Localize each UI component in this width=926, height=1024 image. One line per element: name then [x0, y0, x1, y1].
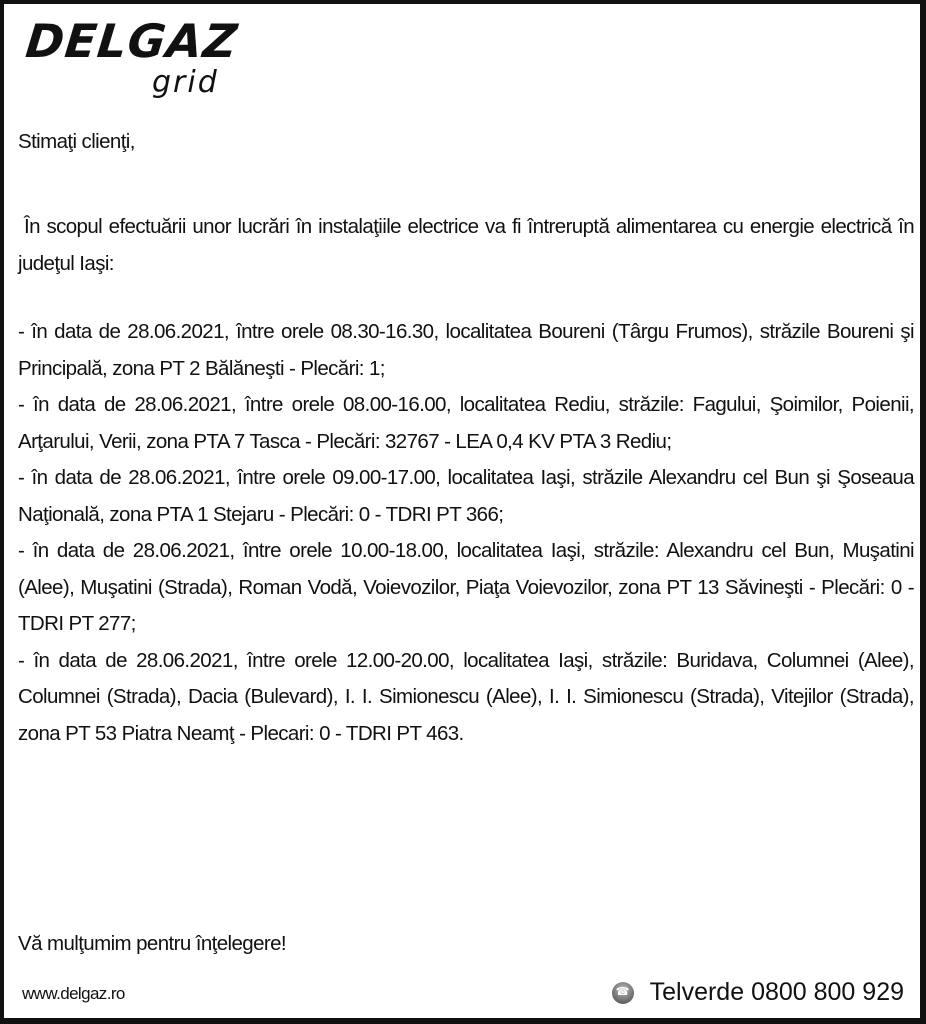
thanks-message: Vă mulţumim pentru înţelegere!: [18, 932, 286, 955]
outage-list: [18, 314, 914, 752]
intro-paragraph: În scopul efectuării unor lucrări în instalaţiile electrice va fi întreruptă alimentarea cu energie electrică în judeţul Iaşi:: [18, 215, 914, 275]
delgaz-grid-logo: [23, 14, 246, 108]
phone-number: Telverde 0800 800 929: [649, 978, 904, 1006]
greeting: Stimaţi clienţi,: [18, 130, 135, 153]
outage-item: - în data de 28.06.2021, între orele 09.00-17.00, localitatea Iaşi, străzile Alexandru cel Bun şi Şoseaua Naţională, zona PTA 1 Stejaru - Plecări: 0 - TDRI PT 366;: [18, 466, 914, 526]
logo-wordmark: DELGAZ: [23, 14, 241, 68]
outage-item: - în data de 28.06.2021, între orele 12.00-20.00, localitatea Iaşi, străzile: Buridava, Columnei (Alee), Columnei (Strada), Dacia (Bulevard), I. I. Simionescu (Alee), I. I. Simionescu (Strada), Vitejilor (Strada), zona PT 53 Piatra Neamţ - Plecari: 0 - TDRI PT 463.: [18, 648, 914, 745]
telephone-icon: ☎: [612, 982, 634, 1004]
website-link[interactable]: www.delgaz.ro: [22, 984, 125, 1003]
outage-item: - în data de 28.06.2021, între orele 08.30-16.30, localitatea Boureni (Târgu Frumos), străzile Boureni şi Principală, zona PT 2 Bălăneşti - Plecări: 1;: [18, 320, 914, 380]
outage-item: - în data de 28.06.2021, între orele 10.00-18.00, localitatea Iaşi, străzile: Alexandru cel Bun, Muşatini (Alee), Muşatini (Strada), Roman Vodă, Voievozilor, Piaţa Voievozilor, zona PT 13 Săvineşti - Plecări: 0 - TDRI PT 277;: [18, 539, 914, 635]
outage-item: - în data de 28.06.2021, între orele 08.00-16.00, localitatea Rediu, străzile: Fagului, Şoimilor, Poienii, Arţarului, Verii, zona PTA 7 Tasca - Plecări: 32767 - LEA 0,4 KV PTA 3 Rediu;: [18, 393, 914, 453]
logo-subtitle: grid: [152, 65, 219, 100]
phone-contact: [612, 978, 904, 1007]
